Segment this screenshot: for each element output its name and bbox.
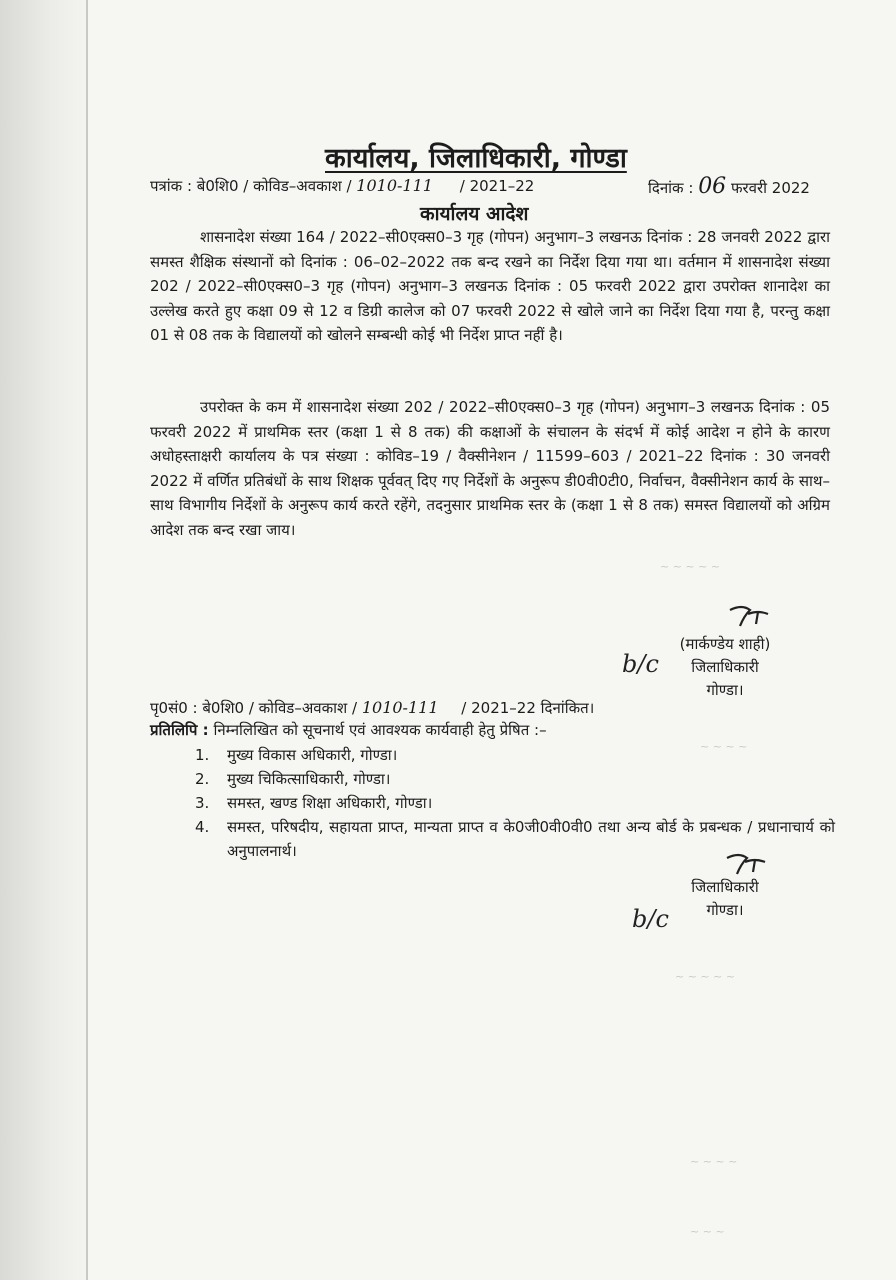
list-item: 2. मुख्य चिकित्साधिकारी, गोण्डा। xyxy=(195,770,391,788)
reference-number xyxy=(150,176,534,196)
copy-to-list xyxy=(195,743,835,863)
ref-handwritten-number: 1010-111 xyxy=(356,176,433,195)
copy-to-text: निम्नलिखित को सूचनार्थ एवं आवश्यक कार्यवाही हेतु प्रेषित :– xyxy=(213,721,547,739)
date-rest: फरवरी 2022 xyxy=(730,179,810,197)
endorsement-prefix: पृ0सं0 : बे0शि0 / कोविड–अवकाश / xyxy=(150,699,358,717)
paragraph-1: शासनादेश संख्या 164 / 2022–सी0एक्स0–3 गृह (गोपन) अनुभाग–3 लखनऊ दिनांक : 28 जनवरी 2022 द्वारा समस्त शैक्षिक संस्थानों को दिनांक : 06–02–2022 तक बन्द रखने का निर्देश दिया गया था। वर्तमान में शासनादेश संख्या 202 / 2022–सी0एक्स0–3 गृह (गोपन) अनुभाग–3 लखनऊ दिनांक : 05 फरवरी 2022 द्वारा उपरोक्त शानादेश का उल्लेख करते हुए कक्षा 09 से 12 व डिग्री कालेज को 07 फरवरी 2022 से खोले जाने का निर्देश दिया गया है, परन्तु कक्षा 01 से 08 तक के विद्यालयों को खोलने सम्बन्धी कोई भी निर्देश प्राप्त नहीं है। xyxy=(150,228,830,344)
initial-mark-2: b/c xyxy=(632,905,669,933)
list-item: 4. समस्त, परिषदीय, सहायता प्राप्त, मान्यता प्राप्त व के0जी0वी0वी0 तथा अन्य बोर्ड के प्रबन्धक / प्रधानाचार्य को अनुपालनार्थ। xyxy=(195,818,835,860)
bleed-through-mark: ~ ~ ~ ~ xyxy=(700,740,748,753)
signatory-2-designation: जिलाधिकारी xyxy=(691,878,759,896)
signatory-1-name: (मार्कण्डेय शाही) xyxy=(679,635,771,653)
endorsement-number xyxy=(150,698,594,718)
signatory-1-place: गोण्डा। xyxy=(706,681,744,699)
copy-to-label: प्रतिलिपि : xyxy=(150,721,209,739)
paragraph-2: उपरोक्त के कम में शासनादेश संख्या 202 / 2022–सी0एक्स0–3 गृह (गोपन) अनुभाग–3 लखनऊ दिनांक : 05 फरवरी 2022 में प्राथमिक स्तर (कक्षा 1 से 8 तक) की कक्षाओं के संचालन के संदर्भ में कोई आदेश न होने के कारण अधोहस्ताक्षरी कार्यालय के पत्र संख्या : कोविड–19 / वैक्सीनेशन / 11599–603 / 2021–22 दिनांक : 30 जनवरी 2022 में वर्णित प्रतिबंधों के साथ शिक्षक पूर्ववत् दिए गए निर्देशों के अनुरूप डी0वी0टी0, निर्वाचन, वैक्सीनेशन कार्य के साथ–साथ विभागीय निर्देशों के अनुरूप कार्य करते रहेंगे, तदनुसार प्राथमिक स्तर के (कक्षा 1 से 8 तक) समस्त विद्यालयों को अग्रिम आदेश तक बन्द रखा जाय। xyxy=(150,398,830,539)
initial-mark-1: b/c xyxy=(622,650,659,678)
list-item: 3. समस्त, खण्ड शिक्षा अधिकारी, गोण्डा। xyxy=(195,794,433,812)
date-label: दिनांक : xyxy=(648,179,694,197)
signatory-1 xyxy=(650,633,800,702)
ref-suffix: / 2021–22 xyxy=(459,177,535,195)
bleed-through-mark: ~ ~ ~ xyxy=(690,1225,725,1238)
signature-mark-icon xyxy=(728,602,776,632)
bleed-through-mark: ~ ~ ~ ~ xyxy=(690,1155,738,1168)
order-title: कार्यालय आदेश xyxy=(420,203,529,225)
bleed-through-mark: ~ ~ ~ ~ ~ xyxy=(660,560,721,573)
endorsement-suffix: / 2021–22 दिनांकित। xyxy=(461,699,595,717)
office-heading: कार्यालय, जिलाधिकारी, गोण्डा xyxy=(325,143,627,174)
signatory-2-place: गोण्डा। xyxy=(706,901,744,919)
date-handwritten-day: 06 xyxy=(698,174,727,199)
signatory-1-designation: जिलाधिकारी xyxy=(691,658,759,676)
ref-prefix: पत्रांक : बे0शि0 / कोविड–अवकाश / xyxy=(150,177,352,195)
bleed-through-mark: ~ ~ ~ ~ ~ xyxy=(675,970,736,983)
signatory-2 xyxy=(650,876,800,922)
copy-to-line xyxy=(150,720,547,740)
list-item: 1. मुख्य विकास अधिकारी, गोण्डा। xyxy=(195,746,398,764)
endorsement-handwritten-number: 1010-111 xyxy=(361,698,439,717)
order-date xyxy=(648,174,810,199)
